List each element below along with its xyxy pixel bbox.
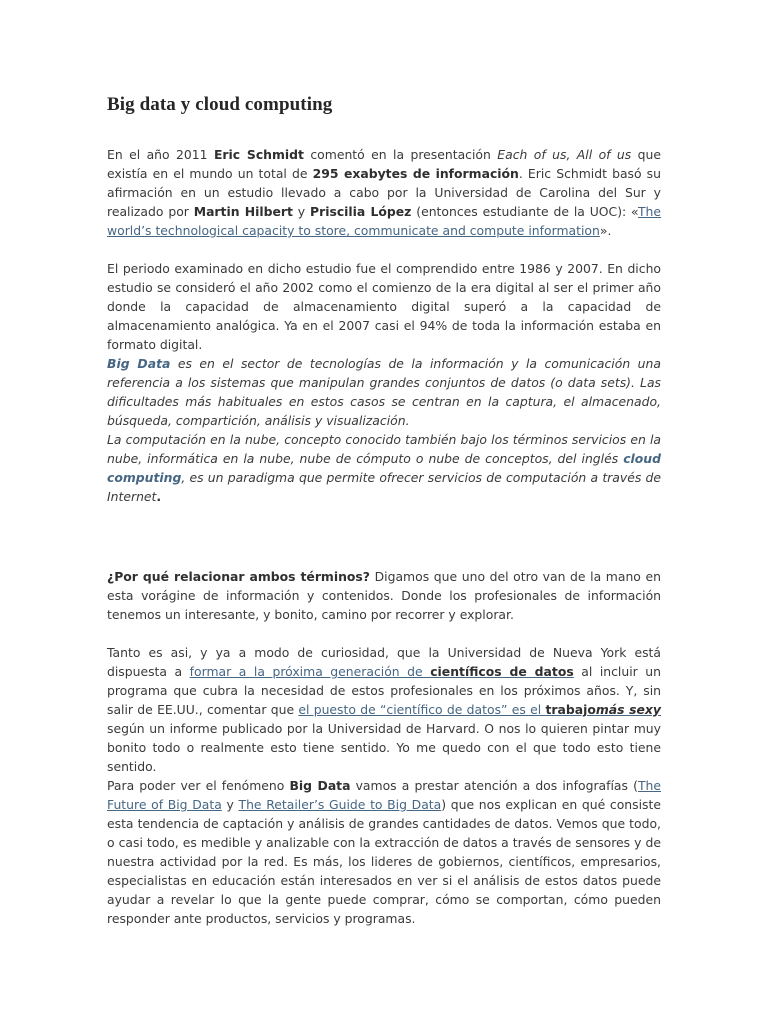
text: y <box>292 204 310 219</box>
text: . Eric Schmidt basó su afirmación en un estudio llevado a cabo por la Universidad de Carolina del Sur y realizado por <box>107 166 661 219</box>
text: es en el sector de tecnologías de la información y la comunicación una referencia a los sistemas que manipulan grandes conjuntos de datos (o data sets). Las dificultades más habituales en estos casos se centran en la captura, el almacenado, búsqueda, compartición, análisis y visualización. <box>107 356 661 428</box>
bold-text: 295 exabytes de información <box>312 166 519 181</box>
bold-text: Eric Schmidt <box>213 147 304 162</box>
paragraph-curiosity <box>107 643 661 776</box>
text: según un informe publicado por la Universidad de Harvard. O nos lo quieren pintar muy bonito todo o realmente esto tiene sentido. Yo me quedo con el que todo esto tiene sentido. <box>107 721 661 774</box>
text: ) que nos explican en qué consiste esta tendencia de captación y análisis de grandes cantidades de datos. Vemos que todo, o casi todo, es medible y analizable con la extracción de datos a través de sensores y de nuestra actividad por la red. Es más, los lideres de gobiernos, científicos, empresarios, especialistas en educación están interesados en ver si el análisis de estos datos puede ayudar a revelar lo que la gente puede comprar, cómo se comportan, cómo pueden responder ante productos, servicios y programas. <box>107 797 661 926</box>
link-text: el puesto de “científico de datos” es el <box>298 702 546 717</box>
text: . <box>156 489 162 504</box>
text: , es un paradigma que permite ofrecer servicios de computación a través de Internet <box>107 470 661 504</box>
text: La computación en la nube, concepto conocido también bajo los términos servicios en la nube, informática en la nube, nube de cómputo o nube de conceptos, del inglés <box>107 432 661 466</box>
text: Digamos que uno del otro van de la mano en esta vorágine de información y contenidos. Donde los profesionales de información tenemos un interesante, y bonito, camino por recorrer y explorar. <box>107 569 661 622</box>
bold-text: Martin Hilbert <box>193 204 293 219</box>
text: vamos a prestar atención a dos infografías ( <box>350 778 638 793</box>
bold-question: ¿Por qué relacionar ambos términos? <box>107 569 370 584</box>
link-retailers-guide[interactable]: The Retailer’s Guide to Big Data <box>238 797 442 812</box>
text: (entonces estudiante de la UOC): « <box>411 204 638 219</box>
text: Para poder ver el fenómeno <box>107 778 290 793</box>
link-future-of-big-data[interactable]: The Future of Big Data <box>107 778 661 812</box>
paragraph-infographics <box>107 776 661 928</box>
text: En el año 2011 <box>107 147 214 162</box>
text: Tanto es asi, y ya a modo de curiosidad, que la Universidad de Nueva York está dispuesta a <box>107 645 661 679</box>
link-italic-text: más sexy <box>595 702 661 717</box>
paragraph-definitions <box>107 354 661 506</box>
link-text: formar a la próxima generación de <box>189 664 431 679</box>
link-bold-text: trabajo <box>545 702 596 717</box>
text: que existía en el mundo un total de <box>107 147 661 181</box>
term-big-data: Big Data <box>107 356 171 371</box>
paragraph-period: El periodo examinado en dicho estudio fue el comprendido entre 1986 y 2007. En dicho estudio se consideró el año 2002 como el comienzo de la era digital al ser el primer año donde la capacidad de almacenamiento digital superó a la capacidad de almacenamiento analógica. Ya en el 2007 casi el 94% de toda la información estaba en formato digital. <box>107 261 661 352</box>
link-formar-cientificos[interactable] <box>190 664 574 679</box>
bold-text: Priscilia López <box>310 204 412 219</box>
page-title: Big data y cloud computing <box>107 94 333 115</box>
text: comentó en la presentación <box>303 147 498 162</box>
text: y <box>221 797 239 812</box>
text: al incluir un programa que cubra la necesidad de estos profesionales en los próximos años. Y, sin salir de EE.UU., comentar que <box>107 664 661 717</box>
link-worlds-technological-capacity[interactable]: The world’s technological capacity to store, communicate and compute information <box>107 204 662 238</box>
text: ». <box>599 223 612 238</box>
bold-text: Big Data <box>289 778 351 793</box>
paragraph-intro <box>107 145 661 240</box>
term-cloud-computing: cloud computing <box>107 451 661 485</box>
italic-text: Each of us, All of us <box>497 147 632 162</box>
link-bold-text: científicos de datos <box>430 664 574 679</box>
link-puesto-cientifico[interactable] <box>298 702 661 717</box>
paragraph-why-relate <box>107 567 661 624</box>
